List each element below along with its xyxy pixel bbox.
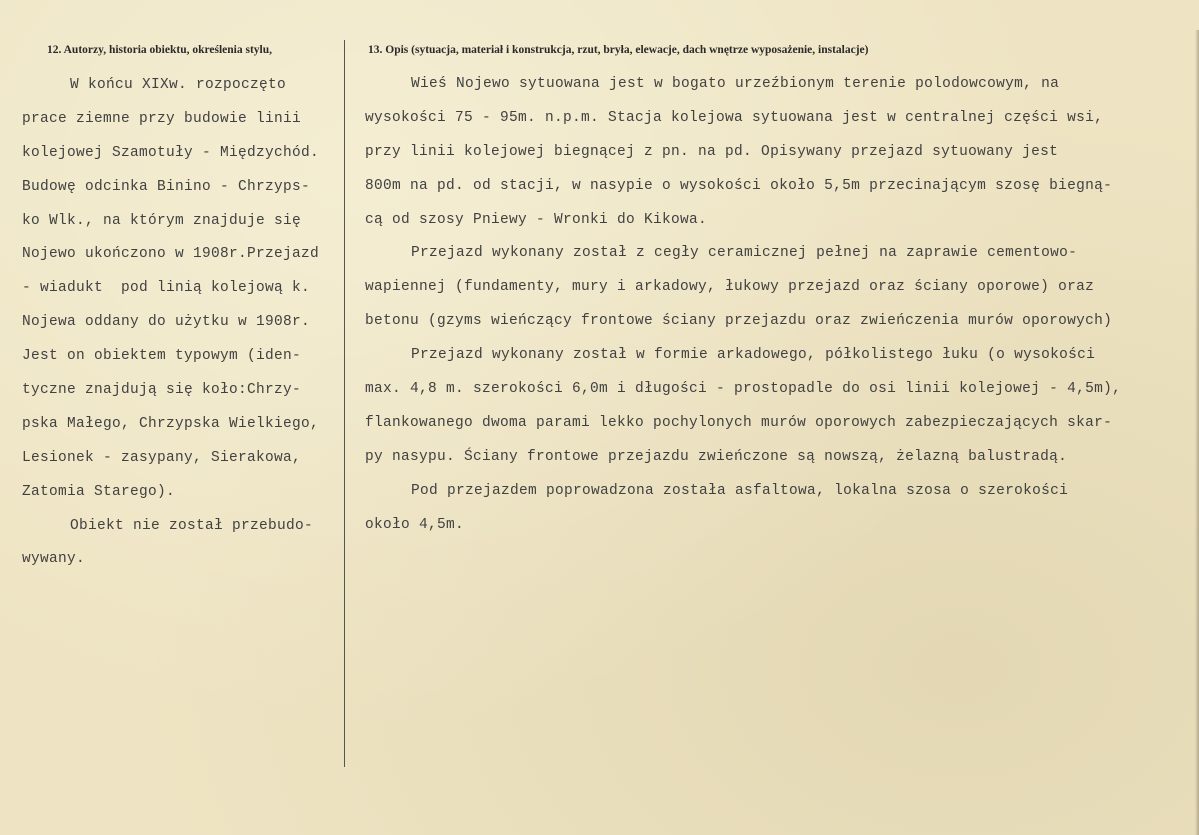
text-line: wapiennej (fundamenty, mury i arkadowy, łukowy przejazd oraz ściany oporowe) oraz (365, 279, 1095, 296)
text-line: Wieś Nojewo sytuowana jest w bogato urzeźbionym terenie polodowcowym, na (411, 76, 1060, 92)
description-text-column (365, 68, 1195, 542)
section-13-heading: 13. Opis (sytuacja, materiał i konstrukcja, rzut, bryła, elewacje, dach wnętrze wyposażenie, instalacje) (368, 44, 869, 56)
text-line: prace ziemne przy budowie linii (22, 110, 302, 127)
text-line: py nasypu. Ściany frontowe przejazdu zwieńczone są nowszą, żelazną balustradą. (365, 448, 1068, 465)
text-line: flankowanego dwoma parami lekko pochylonych murów oporowych zabezpieczających skar- (365, 414, 1113, 431)
text-line: Zatomia Starego). (22, 483, 176, 500)
text-line: Budowę odcinka Binino - Chrzyps- (22, 178, 311, 195)
text-line: ko Wlk., na którym znajduje się (22, 212, 302, 229)
text-line: tyczne znajdują się koło:Chrzy- (22, 382, 302, 399)
page-edge-shadow (1195, 30, 1199, 835)
text-line: Nojewa oddany do użytku w 1908r. (22, 314, 311, 331)
section-12-heading: 12. Autorzy, historia obiektu, określenia stylu, (47, 44, 273, 56)
text-line: Przejazd wykonany został w formie arkadowego, półkolistego łuku (o wysokości (411, 347, 1096, 364)
text-line: betonu (gzyms wieńczący frontowe ściany przejazdu oraz zwieńczenia murów oporowych) (365, 313, 1113, 330)
text-line: Lesionek - zasypany, Sierakowa, (22, 449, 302, 466)
text-line: wywany. (22, 551, 86, 568)
text-line: Jest on obiektem typowym (iden- (22, 348, 302, 365)
text-line: cą od szosy Pniewy - Wronki do Kikowa. (365, 211, 708, 228)
text-line: max. 4,8 m. szerokości 6,0m i długości - prostopadle do osi linii kolejowej - 4,5m), (365, 381, 1122, 398)
text-line: 800m na pd. od stacji, w nasypie o wysokości około 5,5m przecinającym szosę biegną- (365, 177, 1113, 194)
text-line: wysokości 75 - 95m. n.p.m. Stacja kolejowa sytuowana jest w centralnej części wsi, (365, 109, 1104, 126)
text-line: przy linii kolejowej biegnącej z pn. na pd. Opisywany przejazd sytuowany jest (365, 143, 1059, 160)
text-line: około 4,5m. (365, 516, 465, 533)
text-line: Przejazd wykonany został z cegły ceramicznej pełnej na zaprawie cementowo- (411, 245, 1078, 262)
text-line: W końcu XIXw. rozpoczęto (70, 77, 287, 93)
text-line: - wiadukt pod linią kolejową k. (22, 280, 311, 297)
history-text-column (22, 69, 347, 577)
text-line: pska Małego, Chrzypska Wielkiego, (22, 415, 320, 432)
text-line: Pod przejazdem poprowadzona została asfaltowa, lokalna szosa o szerokości (411, 482, 1069, 499)
text-line: Nojewo ukończono w 1908r.Przejazd (22, 246, 320, 263)
text-line: kolejowej Szamotuły - Międzychód. (22, 144, 320, 161)
text-line: Obiekt nie został przebudo- (70, 517, 314, 534)
